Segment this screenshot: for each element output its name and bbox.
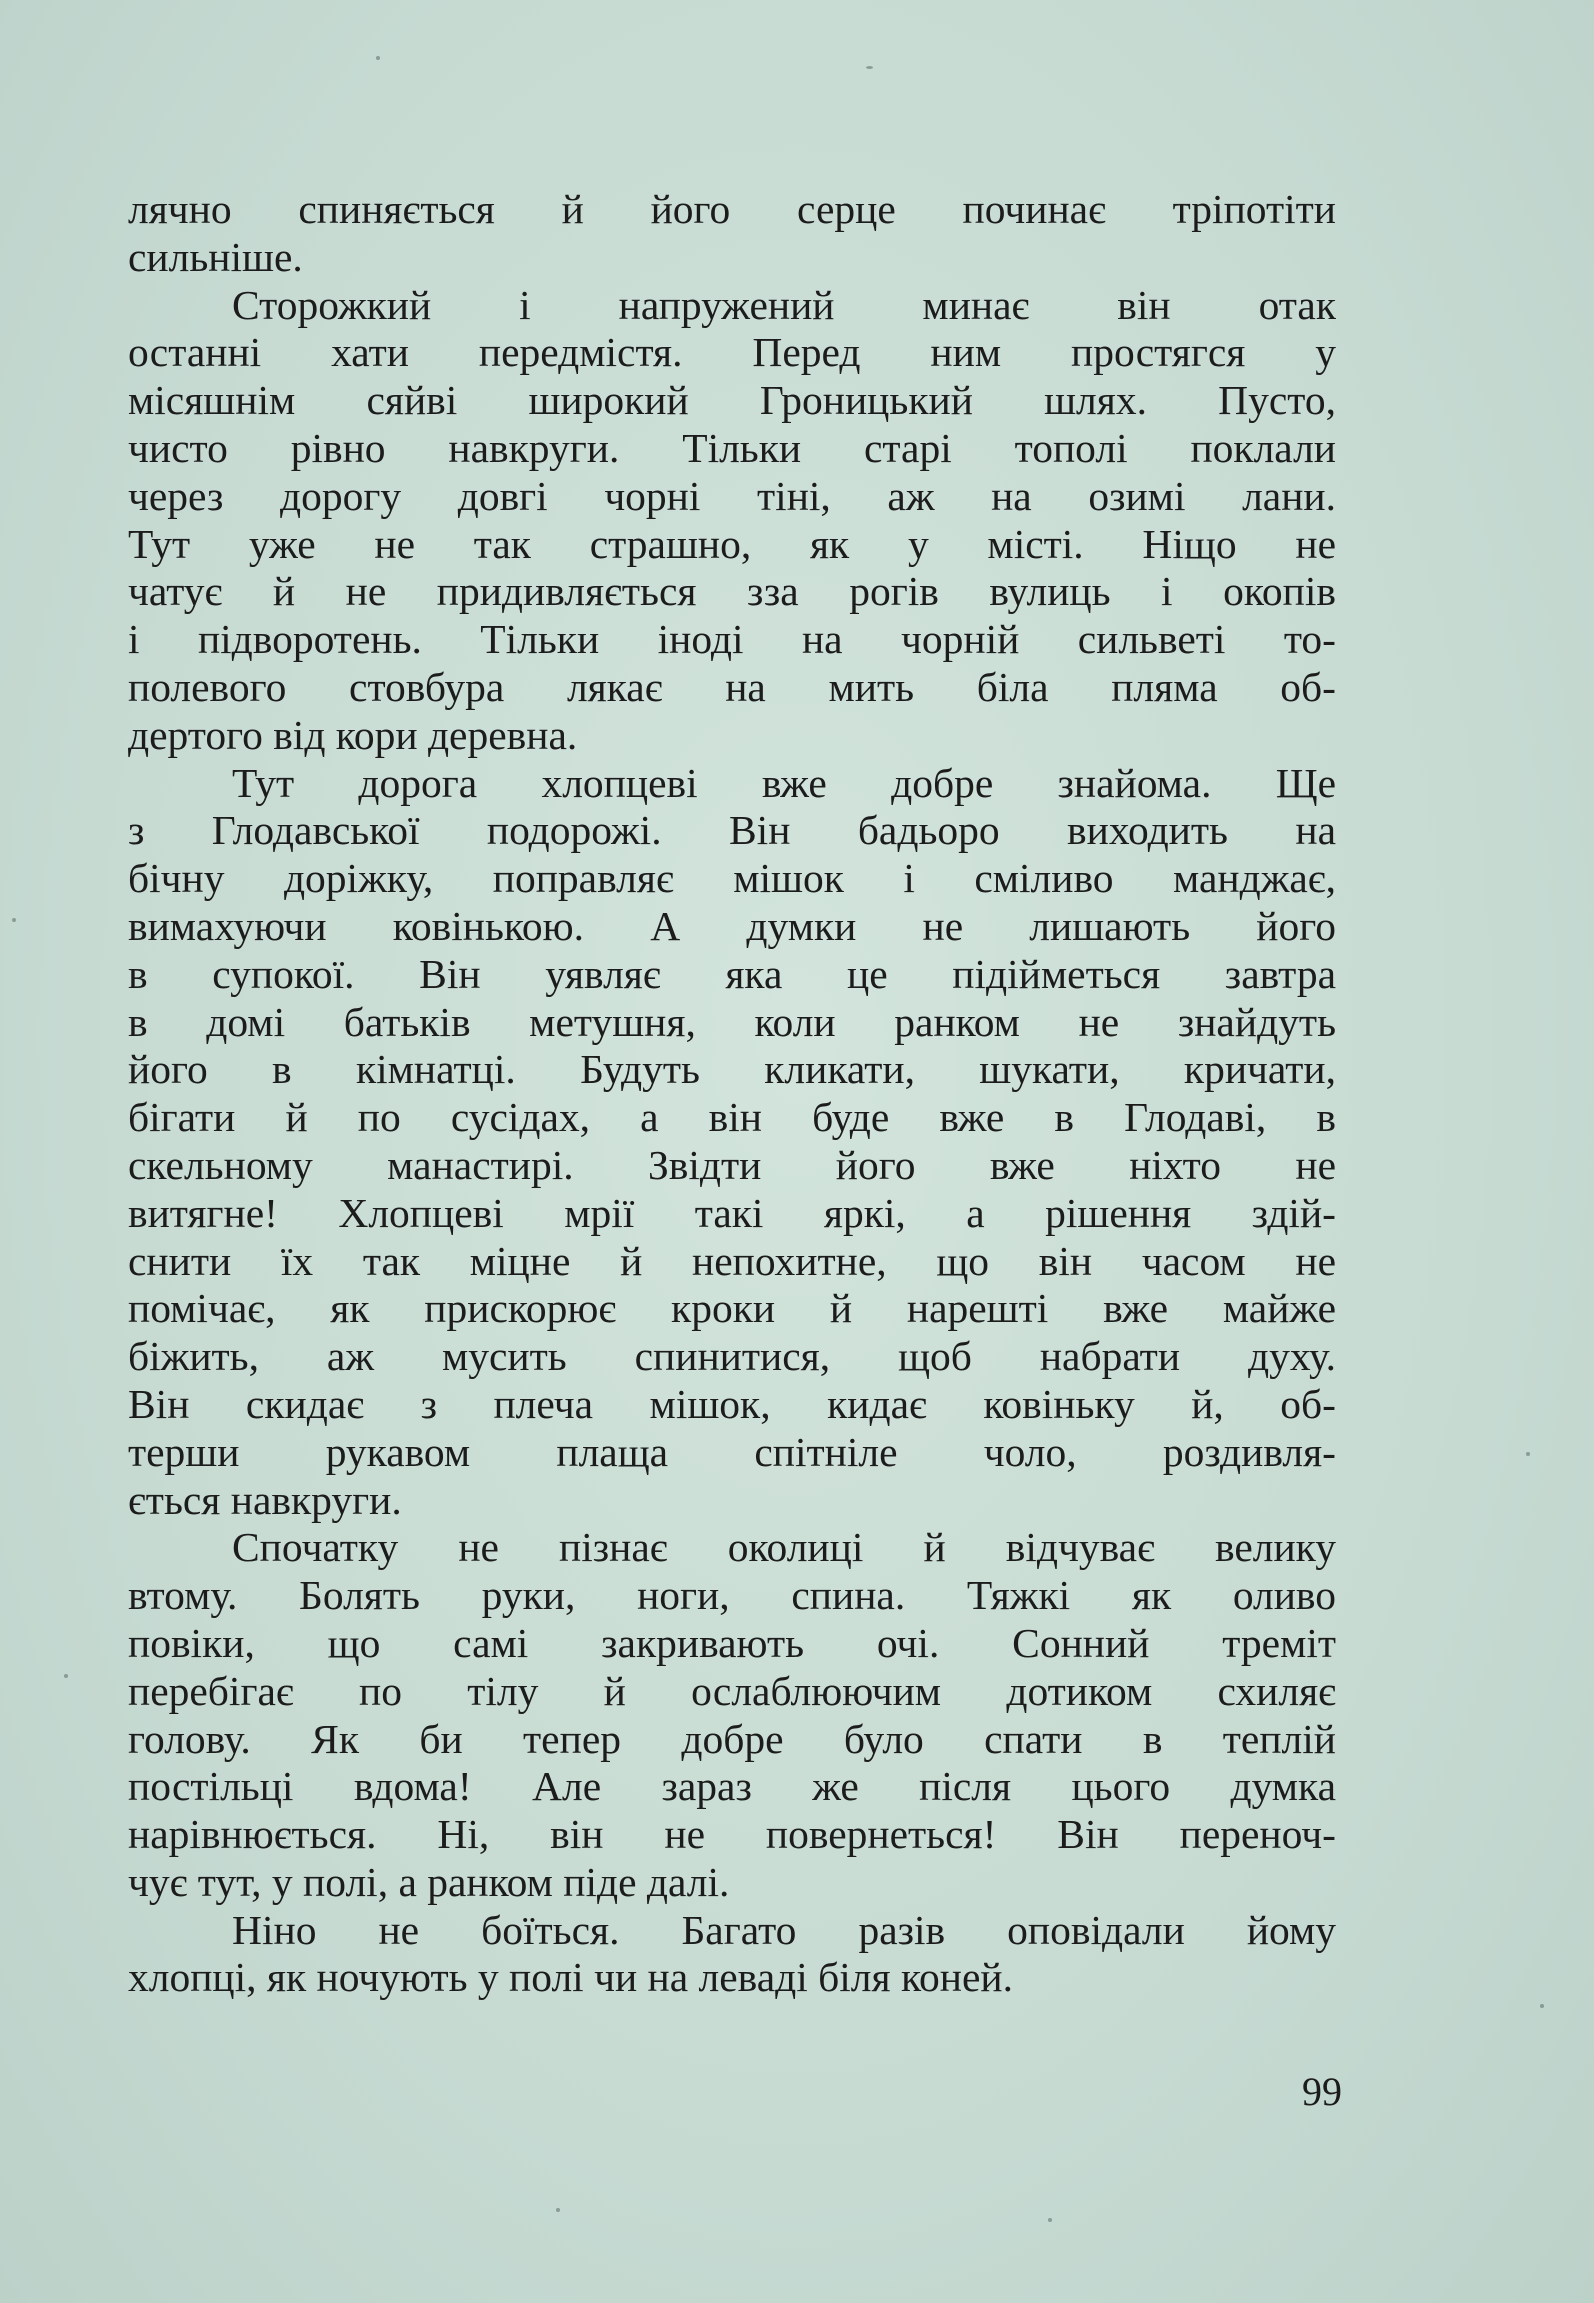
text-line: хлопці, як ночують у полі чи на леваді біля коней. [128, 1954, 1013, 2001]
page-number: 99 [1302, 2069, 1342, 2114]
text-line: повіки, що самі закривають очі. Сонний треміт [128, 1619, 1336, 1666]
text-line: Ніно не боїться. Багато разів оповідали йому [232, 1906, 1336, 1953]
text-line: помічає, як прискорює кроки й нарешті вже майже [128, 1285, 1336, 1332]
text-line: Він скидає з плеча мішок, кидає ковіньку й, об- [128, 1380, 1336, 1427]
print-speck [866, 66, 873, 69]
text-line: терши рукавом плаща спітніле чоло, роздивля- [128, 1428, 1336, 1475]
text-line: голову. Як би тепер добре було спати в теплій [128, 1715, 1336, 1762]
paragraph [128, 1907, 1336, 2003]
text-line: в супокої. Він уявляє яка це підійметься завтра [128, 950, 1336, 997]
print-speck [64, 1674, 68, 1678]
text-line: сильніше. [128, 233, 303, 280]
text-line: чує тут, у полі, а ранком піде далі. [128, 1858, 730, 1905]
text-line: Тут уже не так страшно, як у місті. Ніщо не [128, 520, 1336, 567]
text-line: втому. Болять руки, ноги, спина. Тяжкі як оливо [128, 1572, 1336, 1619]
text-line: витягне! Хлопцеві мрії такі яркі, а рішення здій- [128, 1189, 1336, 1236]
text-line: з Глодавської подорожі. Він бадьоро виходить на [128, 807, 1336, 854]
text-line: Спочатку не пізнає околиці й відчуває велику [232, 1524, 1336, 1571]
text-line: перебігає по тілу й ослаблюючим дотиком схиляє [128, 1667, 1336, 1714]
text-line: вимахуючи ковінькою. А думки не лишають його [128, 902, 1336, 949]
text-line: нарівнюється. Ні, він не повернеться! Він переноч- [128, 1811, 1336, 1858]
print-speck [1048, 2218, 1052, 2222]
text-line: полевого стовбура лякає на мить біла пляма об- [128, 663, 1336, 710]
text-line: бічну доріжку, поправляє мішок і сміливо манджає, [128, 855, 1336, 902]
text-line: в домі батьків метушня, коли ранком не знайдуть [128, 998, 1336, 1045]
text-line: постільці вдома! Але зараз же після цього думка [128, 1763, 1336, 1810]
text-line: чатує й не придивляється зза рогів вулиць і окопів [128, 568, 1336, 615]
text-line: його в кімнатці. Будуть кликати, шукати, кричати, [128, 1046, 1336, 1093]
text-line: чисто рівно навкруги. Тільки старі тополі поклали [128, 424, 1336, 471]
body-text [128, 186, 1336, 2002]
print-speck [12, 918, 16, 922]
text-line: останні хати передмістя. Перед ним простягся у [128, 329, 1336, 376]
print-speck [1540, 2004, 1544, 2008]
text-line: лячно спиняється й його серце починає тріпотіти [128, 186, 1336, 232]
print-speck [376, 56, 380, 60]
text-line: дертого від кори деревна. [128, 711, 578, 758]
text-line: снити їх так міцне й непохитне, що він часом не [128, 1237, 1336, 1284]
text-line: Сторожкий і напружений минає він отак [232, 281, 1336, 328]
text-line: скельному манастирі. Звідти його вже ніхто не [128, 1141, 1336, 1188]
text-line: ється навкруги. [128, 1476, 402, 1523]
print-speck [556, 2208, 560, 2212]
paragraph [128, 282, 1336, 760]
print-speck [1526, 1452, 1530, 1456]
text-line: бігати й по сусідах, а він буде вже в Глодаві, в [128, 1094, 1336, 1141]
paragraph [128, 760, 1336, 1525]
paragraph [128, 1524, 1336, 1906]
text-line: Тут дорога хлопцеві вже добре знайома. Ще [232, 759, 1336, 806]
text-line: через дорогу довгі чорні тіні, аж на озимі лани. [128, 472, 1336, 519]
text-line: біжить, аж мусить спинитися, щоб набрати духу. [128, 1333, 1336, 1380]
text-line: місяшнім сяйві широкий Гроницький шлях. Пусто, [128, 377, 1336, 424]
paragraph [128, 186, 1336, 282]
text-line: і підворотень. Тільки іноді на чорній сильветі то- [128, 616, 1336, 663]
